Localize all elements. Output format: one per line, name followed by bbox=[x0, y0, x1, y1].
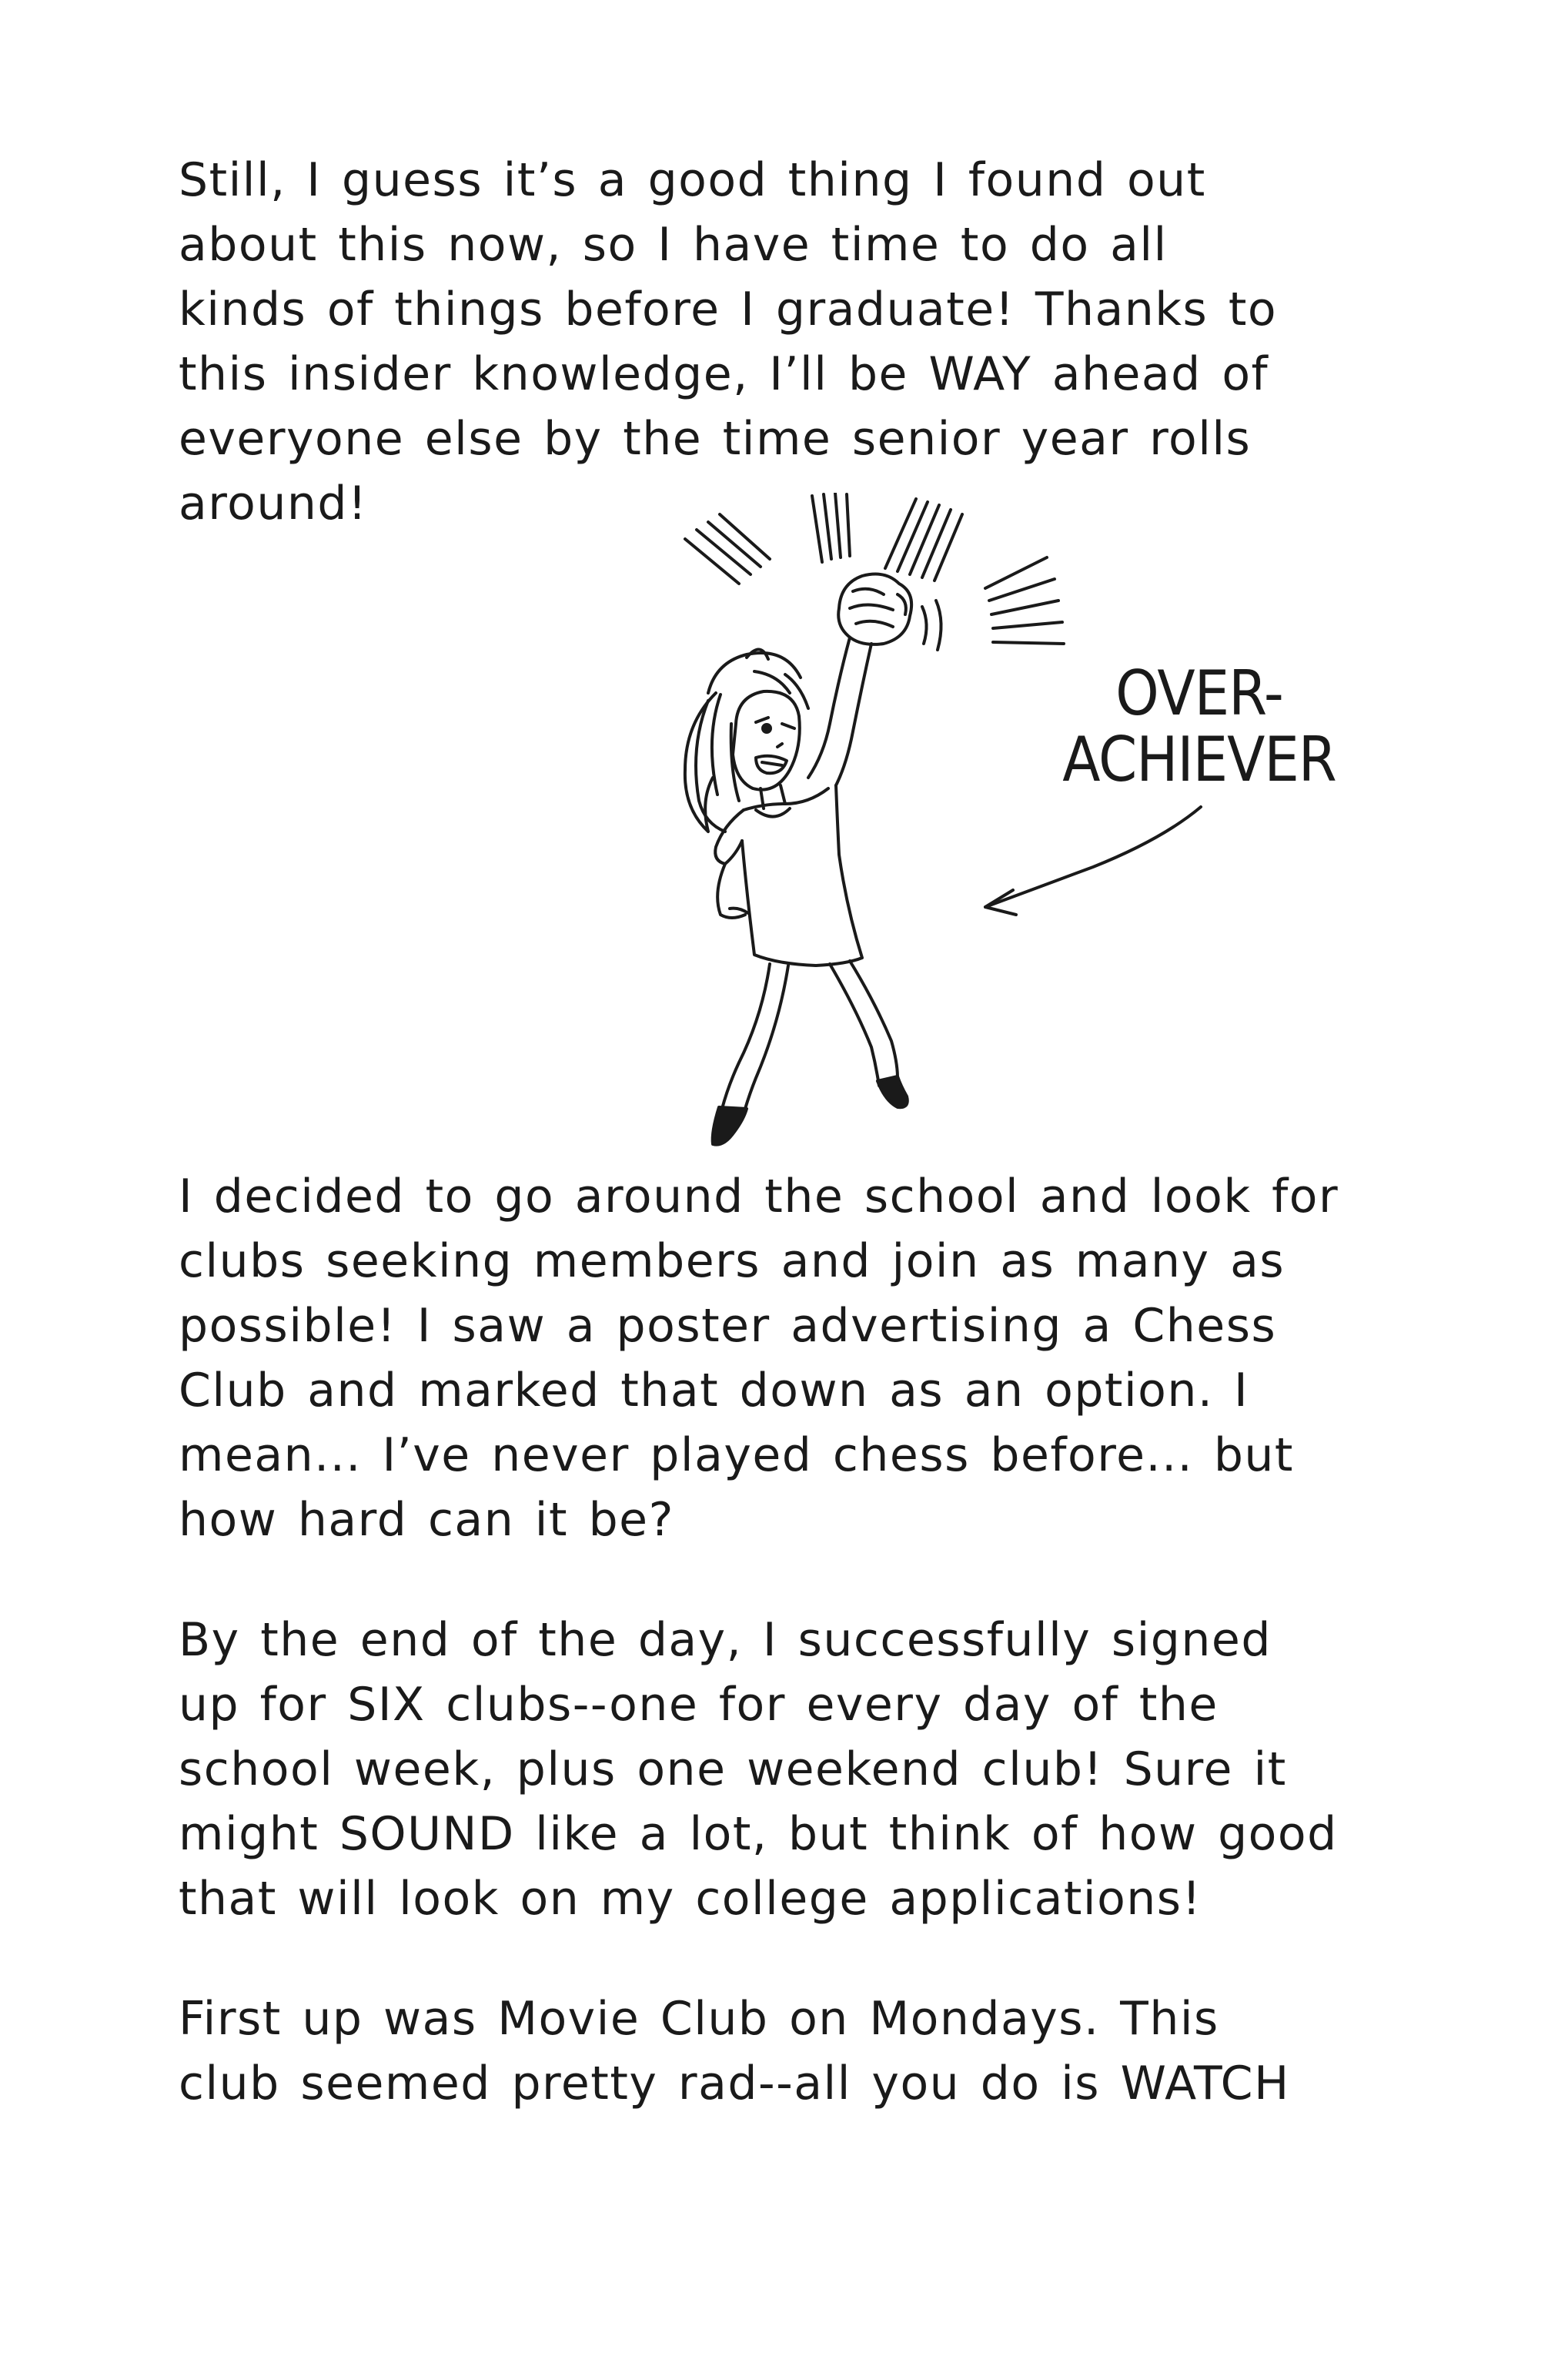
motion-lines-fist bbox=[922, 601, 941, 650]
excitement-lines-top-left bbox=[812, 493, 850, 562]
caption-line-1: OVER- bbox=[1115, 658, 1283, 729]
face bbox=[733, 691, 800, 790]
raised-arm bbox=[808, 638, 871, 785]
excitement-lines-right bbox=[985, 557, 1064, 644]
paragraph-4: First up was Movie Club on Mondays. This club seemed pretty rad--all you do is WATCH bbox=[179, 1992, 1290, 2110]
overachiever-girl-illustration bbox=[554, 493, 1324, 1155]
excitement-lines-top-right bbox=[885, 499, 962, 581]
caption-line-2: ACHIEVER bbox=[1062, 724, 1336, 795]
raised-fist bbox=[838, 574, 911, 644]
excitement-lines-left bbox=[685, 514, 770, 584]
left-shoe bbox=[713, 1107, 747, 1145]
paragraph-2: I decided to go around the school and look for clubs seeking members and join as many as possible! I saw a poster advertising a Chess Club and marked that down as an option. I mean... I’ve never played chess before... but how hard can it be? bbox=[179, 1170, 1339, 1547]
caption-arrow bbox=[985, 807, 1201, 915]
overachiever-caption bbox=[1061, 658, 1338, 795]
right-shoe bbox=[878, 1076, 908, 1107]
shirt bbox=[715, 785, 862, 966]
paragraph-3: By the end of the day, I successfully signed up for SIX clubs--one for every day of the school week, plus one weekend club! Sure it might SOUND like a lot, but think of how good that will look on my college applications! bbox=[179, 1613, 1338, 1926]
legs bbox=[722, 961, 898, 1109]
paragraph-1: Still, I guess it’s a good thing I found out about this now, so I have time to do all kinds of things before I graduate! Thanks to this insider knowledge, I’ll be WAY ahead of everyone else by the time senior year rolls around! bbox=[179, 153, 1278, 531]
